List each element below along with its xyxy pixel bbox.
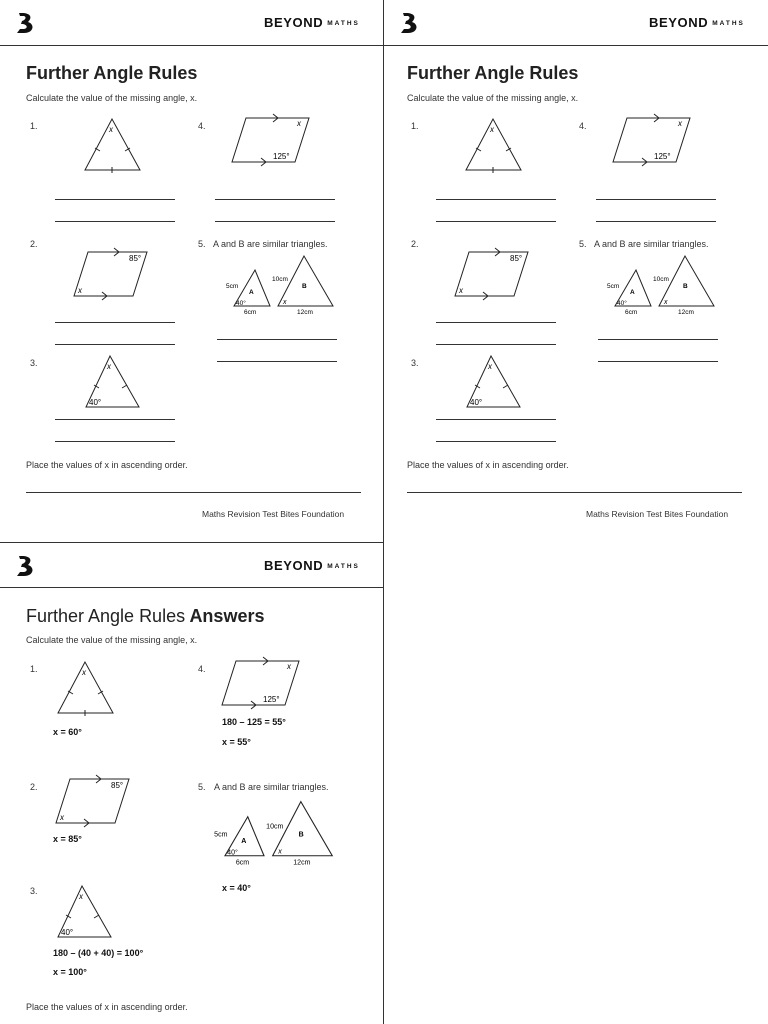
svg-text:85°: 85°: [111, 781, 124, 790]
q2-parallelogram: [451, 246, 533, 302]
svg-text:A: A: [630, 289, 635, 296]
svg-text:x: x: [78, 286, 82, 295]
answer-line: [596, 199, 716, 200]
question-4-number: 4.: [198, 664, 206, 674]
brand-wordmark: BEYOND MATHS: [649, 15, 745, 30]
svg-text:125°: 125°: [263, 695, 280, 704]
answer-line-long: [26, 492, 361, 493]
brand-wordmark: BEYOND MATHS: [264, 15, 360, 30]
svg-text:A: A: [249, 289, 254, 296]
worksheet-2: [384, 0, 767, 542]
svg-text:5cm: 5cm: [607, 283, 620, 290]
svg-text:x: x: [488, 362, 492, 371]
answer-line: [596, 221, 716, 222]
answer-line: [598, 339, 718, 340]
q2-parallelogram: [70, 246, 152, 302]
svg-text:x: x: [60, 813, 64, 822]
svg-text:6cm: 6cm: [625, 309, 638, 316]
answer-line: [436, 322, 556, 323]
answer-line: [55, 344, 175, 345]
answer-line-long: [407, 492, 742, 493]
answer-4-working: 180 – 125 = 55°: [222, 717, 286, 727]
answer-line: [436, 344, 556, 345]
instruction-text: Calculate the value of the missing angle, x.: [26, 93, 198, 103]
question-5-text: A and B are similar triangles.: [213, 239, 328, 249]
answer-line: [436, 221, 556, 222]
svg-text:x: x: [79, 892, 83, 901]
svg-text:B: B: [302, 283, 307, 290]
svg-text:x: x: [283, 299, 287, 306]
svg-text:40°: 40°: [617, 300, 627, 307]
question-3-number: 3.: [30, 358, 38, 368]
page-title: Further Angle Rules: [26, 63, 198, 83]
instruction-text: Calculate the value of the missing angle, x.: [26, 635, 198, 645]
question-2-number: 2.: [411, 239, 419, 249]
svg-text:10cm: 10cm: [266, 823, 284, 831]
question-5-text: A and B are similar triangles.: [214, 782, 329, 792]
svg-text:B: B: [683, 283, 688, 290]
q4-parallelogram: [228, 112, 314, 168]
question-4-number: 4.: [579, 121, 587, 131]
answer-2: x = 85°: [53, 834, 82, 844]
question-5-number: 5.: [579, 239, 587, 249]
ascending-order-prompt: Place the values of x in ascending order.: [407, 460, 569, 470]
question-4-number: 4.: [198, 121, 206, 131]
svg-text:5cm: 5cm: [214, 831, 228, 839]
page-title: Further Angle Rules Answers: [26, 606, 265, 626]
answer-line: [55, 322, 175, 323]
ascending-order-prompt: Place the values of x in ascending order.: [26, 1002, 188, 1012]
answer-line: [55, 221, 175, 222]
q3-isosceles-triangle: [82, 353, 144, 411]
question-1-number: 1.: [30, 664, 38, 674]
svg-text:125°: 125°: [654, 152, 671, 161]
answer-3-working: 180 – (40 + 40) = 100°: [53, 948, 144, 958]
svg-text:40°: 40°: [236, 300, 246, 307]
q5-similar-triangles: [603, 252, 723, 318]
svg-text:12cm: 12cm: [678, 309, 694, 316]
svg-text:x: x: [678, 119, 682, 128]
answer-line: [598, 361, 718, 362]
answer-5: x = 40°: [222, 883, 251, 893]
answer-line: [55, 199, 175, 200]
q1-equilateral-triangle: [53, 659, 119, 719]
svg-text:10cm: 10cm: [272, 276, 288, 283]
question-5-text: A and B are similar triangles.: [594, 239, 709, 249]
q1-equilateral-triangle: [80, 116, 146, 176]
answer-4: x = 55°: [222, 737, 251, 747]
svg-text:12cm: 12cm: [293, 859, 311, 867]
answer-3: x = 100°: [53, 967, 87, 977]
svg-text:x: x: [82, 668, 86, 677]
svg-text:125°: 125°: [273, 152, 290, 161]
answer-line: [55, 441, 175, 442]
svg-text:12cm: 12cm: [297, 309, 313, 316]
answer-line: [55, 419, 175, 420]
footer-text: Maths Revision Test Bites Foundation: [586, 509, 729, 519]
footer-text: Maths Revision Test Bites Foundation: [202, 509, 345, 519]
svg-text:85°: 85°: [129, 254, 142, 263]
svg-text:6cm: 6cm: [244, 309, 257, 316]
svg-text:x: x: [287, 662, 291, 671]
page-title: Further Angle Rules: [407, 63, 579, 83]
svg-text:A: A: [241, 837, 247, 845]
instruction-text: Calculate the value of the missing angle, x.: [407, 93, 579, 103]
worksheet-1: [0, 0, 383, 542]
answers-sheet: [0, 543, 383, 1024]
question-2-number: 2.: [30, 782, 38, 792]
q3-isosceles-triangle: [54, 883, 116, 941]
beyond-logo-icon: [14, 554, 36, 578]
q4-parallelogram: [609, 112, 695, 168]
question-1-number: 1.: [30, 121, 38, 131]
answer-line: [215, 221, 335, 222]
svg-text:x: x: [278, 846, 282, 856]
svg-text:x: x: [107, 362, 111, 371]
svg-text:x: x: [459, 286, 463, 295]
ascending-order-prompt: Place the values of x in ascending order.: [26, 460, 188, 470]
question-5-number: 5.: [198, 782, 206, 792]
q5-similar-triangles: [212, 797, 342, 869]
q2-parallelogram: [52, 773, 134, 829]
question-2-number: 2.: [30, 239, 38, 249]
svg-text:5cm: 5cm: [226, 283, 239, 290]
svg-text:B: B: [298, 831, 304, 839]
q1-equilateral-triangle: [461, 116, 527, 176]
svg-text:x: x: [664, 299, 668, 306]
question-1-number: 1.: [411, 121, 419, 131]
brand-wordmark: BEYOND MATHS: [264, 558, 360, 573]
svg-text:40°: 40°: [61, 928, 74, 937]
beyond-logo-icon: [398, 11, 420, 35]
svg-text:10cm: 10cm: [653, 276, 669, 283]
answer-1: x = 60°: [53, 727, 82, 737]
svg-text:85°: 85°: [510, 254, 523, 263]
question-3-number: 3.: [30, 886, 38, 896]
svg-text:6cm: 6cm: [235, 859, 250, 867]
svg-text:40°: 40°: [470, 398, 483, 407]
question-3-number: 3.: [411, 358, 419, 368]
answer-line: [436, 419, 556, 420]
answer-line: [215, 199, 335, 200]
svg-text:x: x: [297, 119, 301, 128]
answer-line: [436, 441, 556, 442]
answer-line: [217, 361, 337, 362]
beyond-logo-icon: [14, 11, 36, 35]
svg-text:x: x: [109, 125, 113, 134]
svg-text:x: x: [490, 125, 494, 134]
svg-text:40°: 40°: [227, 849, 238, 857]
svg-text:40°: 40°: [89, 398, 102, 407]
answer-line: [436, 199, 556, 200]
question-5-number: 5.: [198, 239, 206, 249]
q5-similar-triangles: [222, 252, 342, 318]
answer-line: [217, 339, 337, 340]
q3-isosceles-triangle: [463, 353, 525, 411]
q4-parallelogram: [218, 655, 304, 711]
